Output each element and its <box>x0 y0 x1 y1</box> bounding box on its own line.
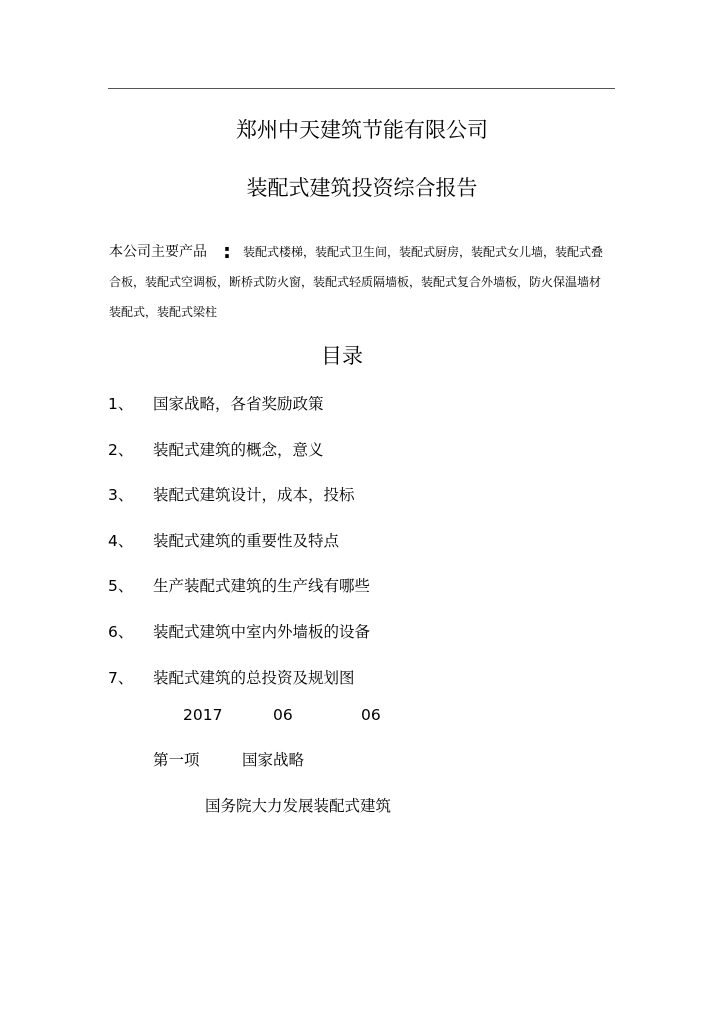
date-year: 2017 <box>183 706 223 724</box>
toc-item <box>108 529 370 575</box>
toc-item <box>108 574 370 620</box>
toc-item-number: 3、 <box>108 486 134 505</box>
toc-item-number: 1、 <box>108 395 134 413</box>
section-subtitle: 国务院大力发展装配式建筑 <box>205 797 392 815</box>
toc-item-text: 国家战略，各省奖励政策 <box>153 395 324 413</box>
toc-item-number: 7、 <box>108 668 134 687</box>
toc-item-number: 6、 <box>108 622 134 641</box>
section-number: 第一项 <box>153 751 200 769</box>
toc-item-text: 装配式建筑的重要性及特点 <box>153 531 340 550</box>
products-text: 装配式楼梯，装配式卫生间，装配式厨房，装配式女儿墙，装配式叠合板，装配式空调板，断桥式防火窗，装配式轻质隔墙板，装配式复合外墙板，防火保温墙材装配式，装配式梁柱 <box>109 245 604 319</box>
toc-item-text: 装配式建筑中室内外墙板的设备 <box>153 622 371 641</box>
toc-item-number: 2、 <box>108 440 134 459</box>
toc-list <box>108 392 370 711</box>
toc-item <box>108 438 370 484</box>
date-month: 06 <box>273 706 293 724</box>
toc-item <box>108 666 370 712</box>
toc-item-text: 装配式建筑设计，成本，投标 <box>153 486 355 505</box>
toc-item-text: 生产装配式建筑的生产线有哪些 <box>153 577 371 596</box>
toc-item <box>108 620 370 666</box>
toc-item-number: 5、 <box>108 577 134 596</box>
products-paragraph <box>109 236 609 327</box>
header-rule <box>108 88 615 89</box>
products-label: 本公司主要产品 <box>109 244 207 260</box>
report-title: 装配式建筑投资综合报告 <box>246 176 478 200</box>
date-day: 06 <box>361 706 381 724</box>
products-colon: : <box>223 239 231 263</box>
toc-item-text: 装配式建筑的总投资及规划图 <box>153 668 355 687</box>
toc-title: 目录 <box>321 344 363 368</box>
section-name: 国家战略 <box>242 751 305 769</box>
company-name: 郑州中天建筑节能有限公司 <box>236 118 488 142</box>
toc-item-text: 装配式建筑的概念，意义 <box>153 440 324 459</box>
toc-item-number: 4、 <box>108 531 134 550</box>
toc-item <box>108 392 370 438</box>
toc-item <box>108 483 370 529</box>
